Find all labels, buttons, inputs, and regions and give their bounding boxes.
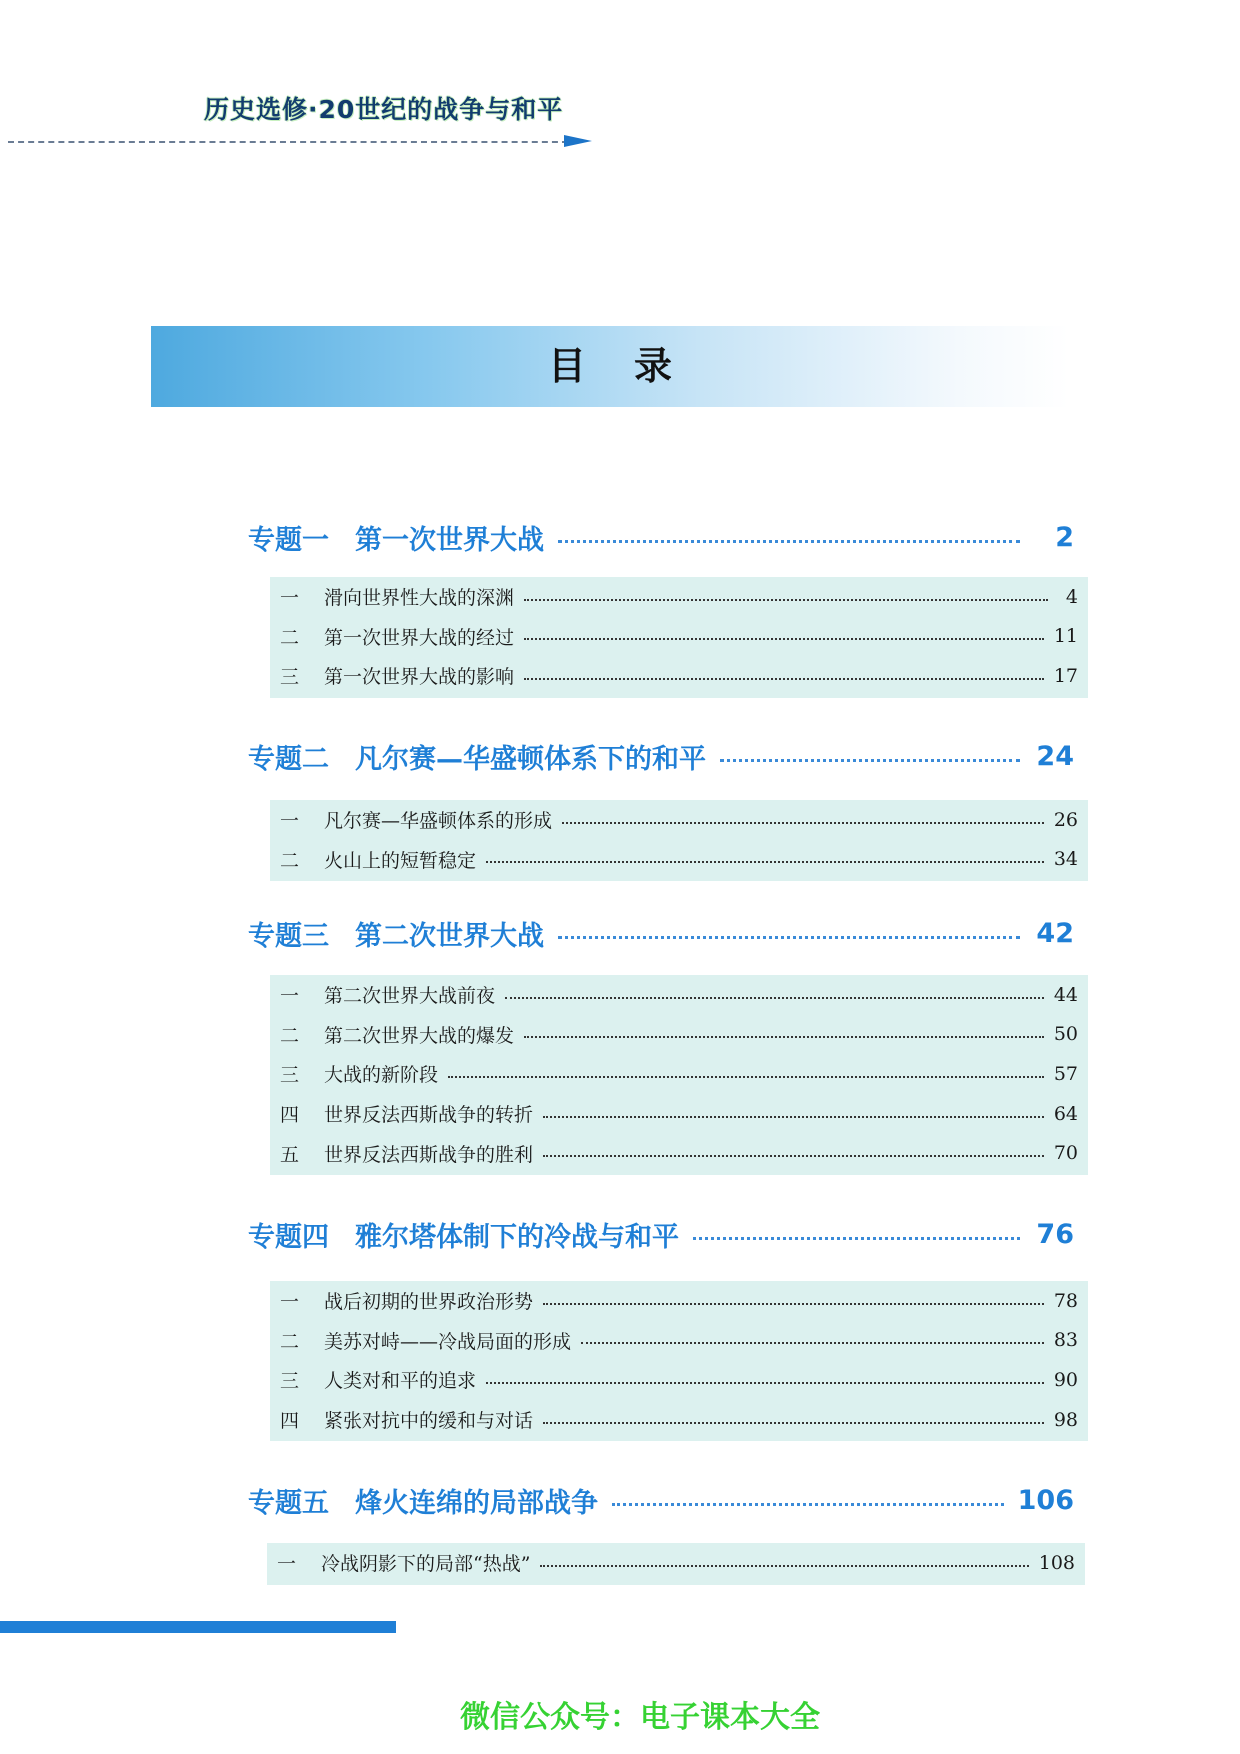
chapter-number: 二	[280, 1330, 300, 1353]
chapter-page: 34	[1053, 848, 1078, 871]
dot-leader	[524, 638, 1044, 640]
dot-leader	[543, 1116, 1044, 1118]
section-title: 第一次世界大战	[355, 524, 544, 556]
chapter-page: 83	[1053, 1329, 1078, 1352]
header-title: 历史选修·20世纪的战争与和平	[204, 95, 564, 124]
chapter-title: 第二次世界大战的爆发	[324, 1024, 515, 1047]
chapter-title: 人类对和平的追求	[324, 1370, 477, 1393]
chapter-title: 火山上的短暂稳定	[324, 849, 477, 872]
dot-leader	[543, 1303, 1044, 1305]
section-number: 专题一	[248, 524, 329, 556]
chapter-page: 17	[1053, 664, 1078, 687]
section-heading[interactable]	[248, 515, 1074, 559]
chapter-entry[interactable]	[270, 1360, 1088, 1400]
chapter-entry[interactable]	[270, 1015, 1088, 1055]
chapter-page: 98	[1053, 1408, 1078, 1431]
chapter-number: 三	[280, 1064, 300, 1087]
chapter-page: 44	[1053, 983, 1078, 1006]
chapter-list	[267, 1543, 1085, 1585]
chapter-number: 五	[280, 1143, 300, 1166]
section-heading[interactable]	[248, 911, 1074, 955]
section-page: 2	[1055, 521, 1074, 553]
chapter-page: 50	[1053, 1023, 1078, 1046]
chapter-title: 第一次世界大战的经过	[324, 626, 515, 649]
chapter-page: 4	[1065, 585, 1078, 608]
chapter-entry[interactable]	[270, 1054, 1088, 1094]
chapter-entry[interactable]	[270, 975, 1088, 1015]
chapter-title: 战后初期的世界政治形势	[324, 1291, 534, 1314]
section-number: 专题二	[248, 743, 329, 775]
chapter-entry[interactable]	[270, 577, 1088, 617]
chapter-page: 57	[1053, 1062, 1078, 1085]
chapter-number: 二	[280, 849, 300, 872]
chapter-title: 紧张对抗中的缓和与对话	[324, 1410, 534, 1433]
section-page: 24	[1036, 740, 1074, 772]
dot-leader	[524, 678, 1044, 680]
dot-leader	[581, 1342, 1044, 1344]
section-number: 专题五	[248, 1487, 329, 1519]
section-title: 雅尔塔体制下的冷战与和平	[355, 1221, 679, 1253]
chapter-title: 冷战阴影下的局部“热战”	[321, 1553, 531, 1576]
chapter-number: 一	[280, 985, 300, 1008]
section-title: 第二次世界大战	[355, 920, 544, 952]
chapter-title: 凡尔赛—华盛顿体系的形成	[324, 810, 553, 833]
toc-title: 目录	[547, 344, 720, 388]
chapter-title: 第二次世界大战前夜	[324, 985, 496, 1008]
chapter-page: 26	[1053, 808, 1078, 831]
chapter-list	[270, 1281, 1088, 1441]
chapter-list	[270, 800, 1088, 881]
section-number: 专题三	[248, 920, 329, 952]
chapter-number: 三	[280, 1370, 300, 1393]
chapter-list	[270, 975, 1088, 1175]
section-heading[interactable]	[248, 1212, 1074, 1256]
footer-watermark: 微信公众号：电子课本大全	[460, 1700, 820, 1735]
chapter-page: 70	[1053, 1142, 1078, 1165]
dot-leader	[693, 1237, 1020, 1240]
chapter-number: 四	[280, 1410, 300, 1433]
section-heading[interactable]	[248, 734, 1074, 778]
dot-leader	[558, 540, 1020, 543]
chapter-number: 一	[277, 1553, 297, 1576]
section-number: 专题四	[248, 1221, 329, 1253]
dot-leader	[720, 759, 1020, 762]
header-dashed-line	[8, 141, 568, 143]
footer-bar	[0, 1621, 396, 1633]
section-page: 42	[1036, 917, 1074, 949]
chapter-number: 一	[280, 1291, 300, 1314]
chapter-title: 世界反法西斯战争的转折	[324, 1104, 534, 1127]
chapter-entry[interactable]	[270, 617, 1088, 657]
chapter-entry[interactable]	[270, 840, 1088, 880]
section-title: 烽火连绵的局部战争	[355, 1487, 598, 1519]
chapter-title: 第一次世界大战的影响	[324, 666, 515, 689]
chapter-page: 108	[1038, 1551, 1075, 1574]
toc-banner	[151, 326, 1069, 407]
section-title: 凡尔赛—华盛顿体系下的和平	[355, 743, 706, 775]
chapter-title: 美苏对峙——冷战局面的形成	[324, 1330, 572, 1353]
dot-leader	[486, 861, 1044, 863]
chapter-page: 90	[1053, 1368, 1078, 1391]
chapter-entry[interactable]	[270, 1281, 1088, 1321]
dot-leader	[562, 822, 1044, 824]
chapter-number: 三	[280, 666, 300, 689]
header-arrow-icon	[564, 135, 592, 147]
dot-leader	[612, 1503, 1004, 1506]
chapter-page: 78	[1053, 1289, 1078, 1312]
chapter-number: 四	[280, 1104, 300, 1127]
chapter-entry[interactable]	[270, 1094, 1088, 1134]
chapter-number: 二	[280, 626, 300, 649]
dot-leader	[524, 1036, 1044, 1038]
dot-leader	[540, 1565, 1028, 1567]
chapter-number: 一	[280, 587, 300, 610]
chapter-entry[interactable]	[270, 1400, 1088, 1440]
dot-leader	[524, 599, 1048, 601]
chapter-entry[interactable]	[270, 800, 1088, 840]
chapter-page: 64	[1053, 1102, 1078, 1125]
chapter-entry[interactable]	[267, 1543, 1085, 1583]
dot-leader	[486, 1382, 1044, 1384]
dot-leader	[543, 1155, 1044, 1157]
chapter-entry[interactable]	[270, 1321, 1088, 1361]
section-page: 76	[1036, 1218, 1074, 1250]
dot-leader	[505, 997, 1044, 999]
chapter-page: 11	[1053, 625, 1078, 648]
chapter-title: 滑向世界性大战的深渊	[324, 587, 515, 610]
chapter-number: 一	[280, 810, 300, 833]
section-heading[interactable]	[248, 1478, 1074, 1522]
section-page: 106	[1017, 1484, 1074, 1516]
chapter-number: 二	[280, 1024, 300, 1047]
chapter-title: 世界反法西斯战争的胜利	[324, 1143, 534, 1166]
chapter-entry[interactable]	[270, 656, 1088, 696]
dot-leader	[448, 1076, 1044, 1078]
dot-leader	[543, 1422, 1044, 1424]
chapter-title: 大战的新阶段	[324, 1064, 439, 1087]
dot-leader	[558, 936, 1020, 939]
chapter-entry[interactable]	[270, 1133, 1088, 1173]
chapter-list	[270, 577, 1088, 698]
